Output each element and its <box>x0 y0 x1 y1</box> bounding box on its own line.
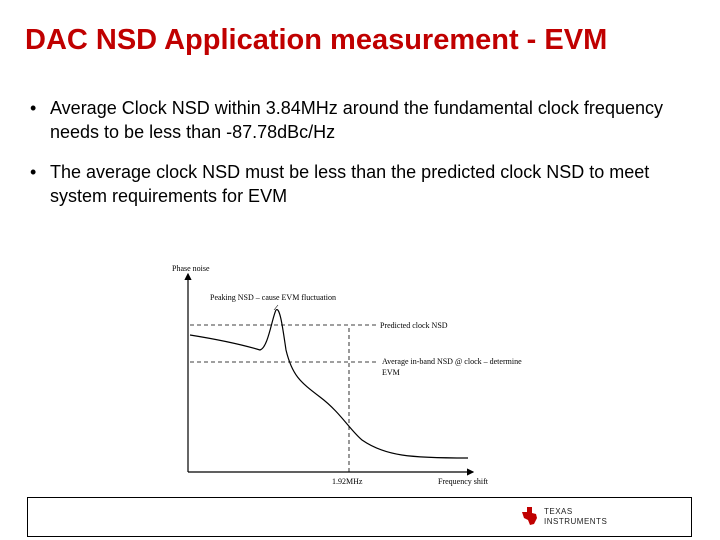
x-axis-label: Frequency shift <box>438 477 488 486</box>
y-axis-label: Phase noise <box>172 264 210 273</box>
ti-state-icon <box>522 507 537 525</box>
bullet-dot: • <box>30 98 37 118</box>
average-nsd-label-cont: EVM <box>382 368 400 377</box>
phase-noise-curve <box>190 310 468 458</box>
predicted-nsd-label: Predicted clock NSD <box>380 321 448 330</box>
ti-logo-line2: INSTRUMENTS <box>544 517 608 526</box>
slide-title: DAC NSD Application measurement - EVM <box>25 24 608 56</box>
peaking-label: Peaking NSD – cause EVM fluctuation <box>210 293 336 302</box>
bullet-text: The average clock NSD must be less than the predicted clock NSD to meet system requirements for EVM <box>50 162 650 206</box>
bullet-text: Average Clock NSD within 3.84MHz around the fundamental clock frequency needs to be less than -87.78dBc/Hz <box>50 98 663 142</box>
bullet-dot: • <box>30 162 37 182</box>
ti-logo <box>520 505 620 527</box>
ti-logo-line1: TEXAS <box>544 507 573 516</box>
x-tick-label: 1.92MHz <box>332 477 363 486</box>
average-nsd-label: Average in-band NSD @ clock – determine <box>382 357 522 366</box>
